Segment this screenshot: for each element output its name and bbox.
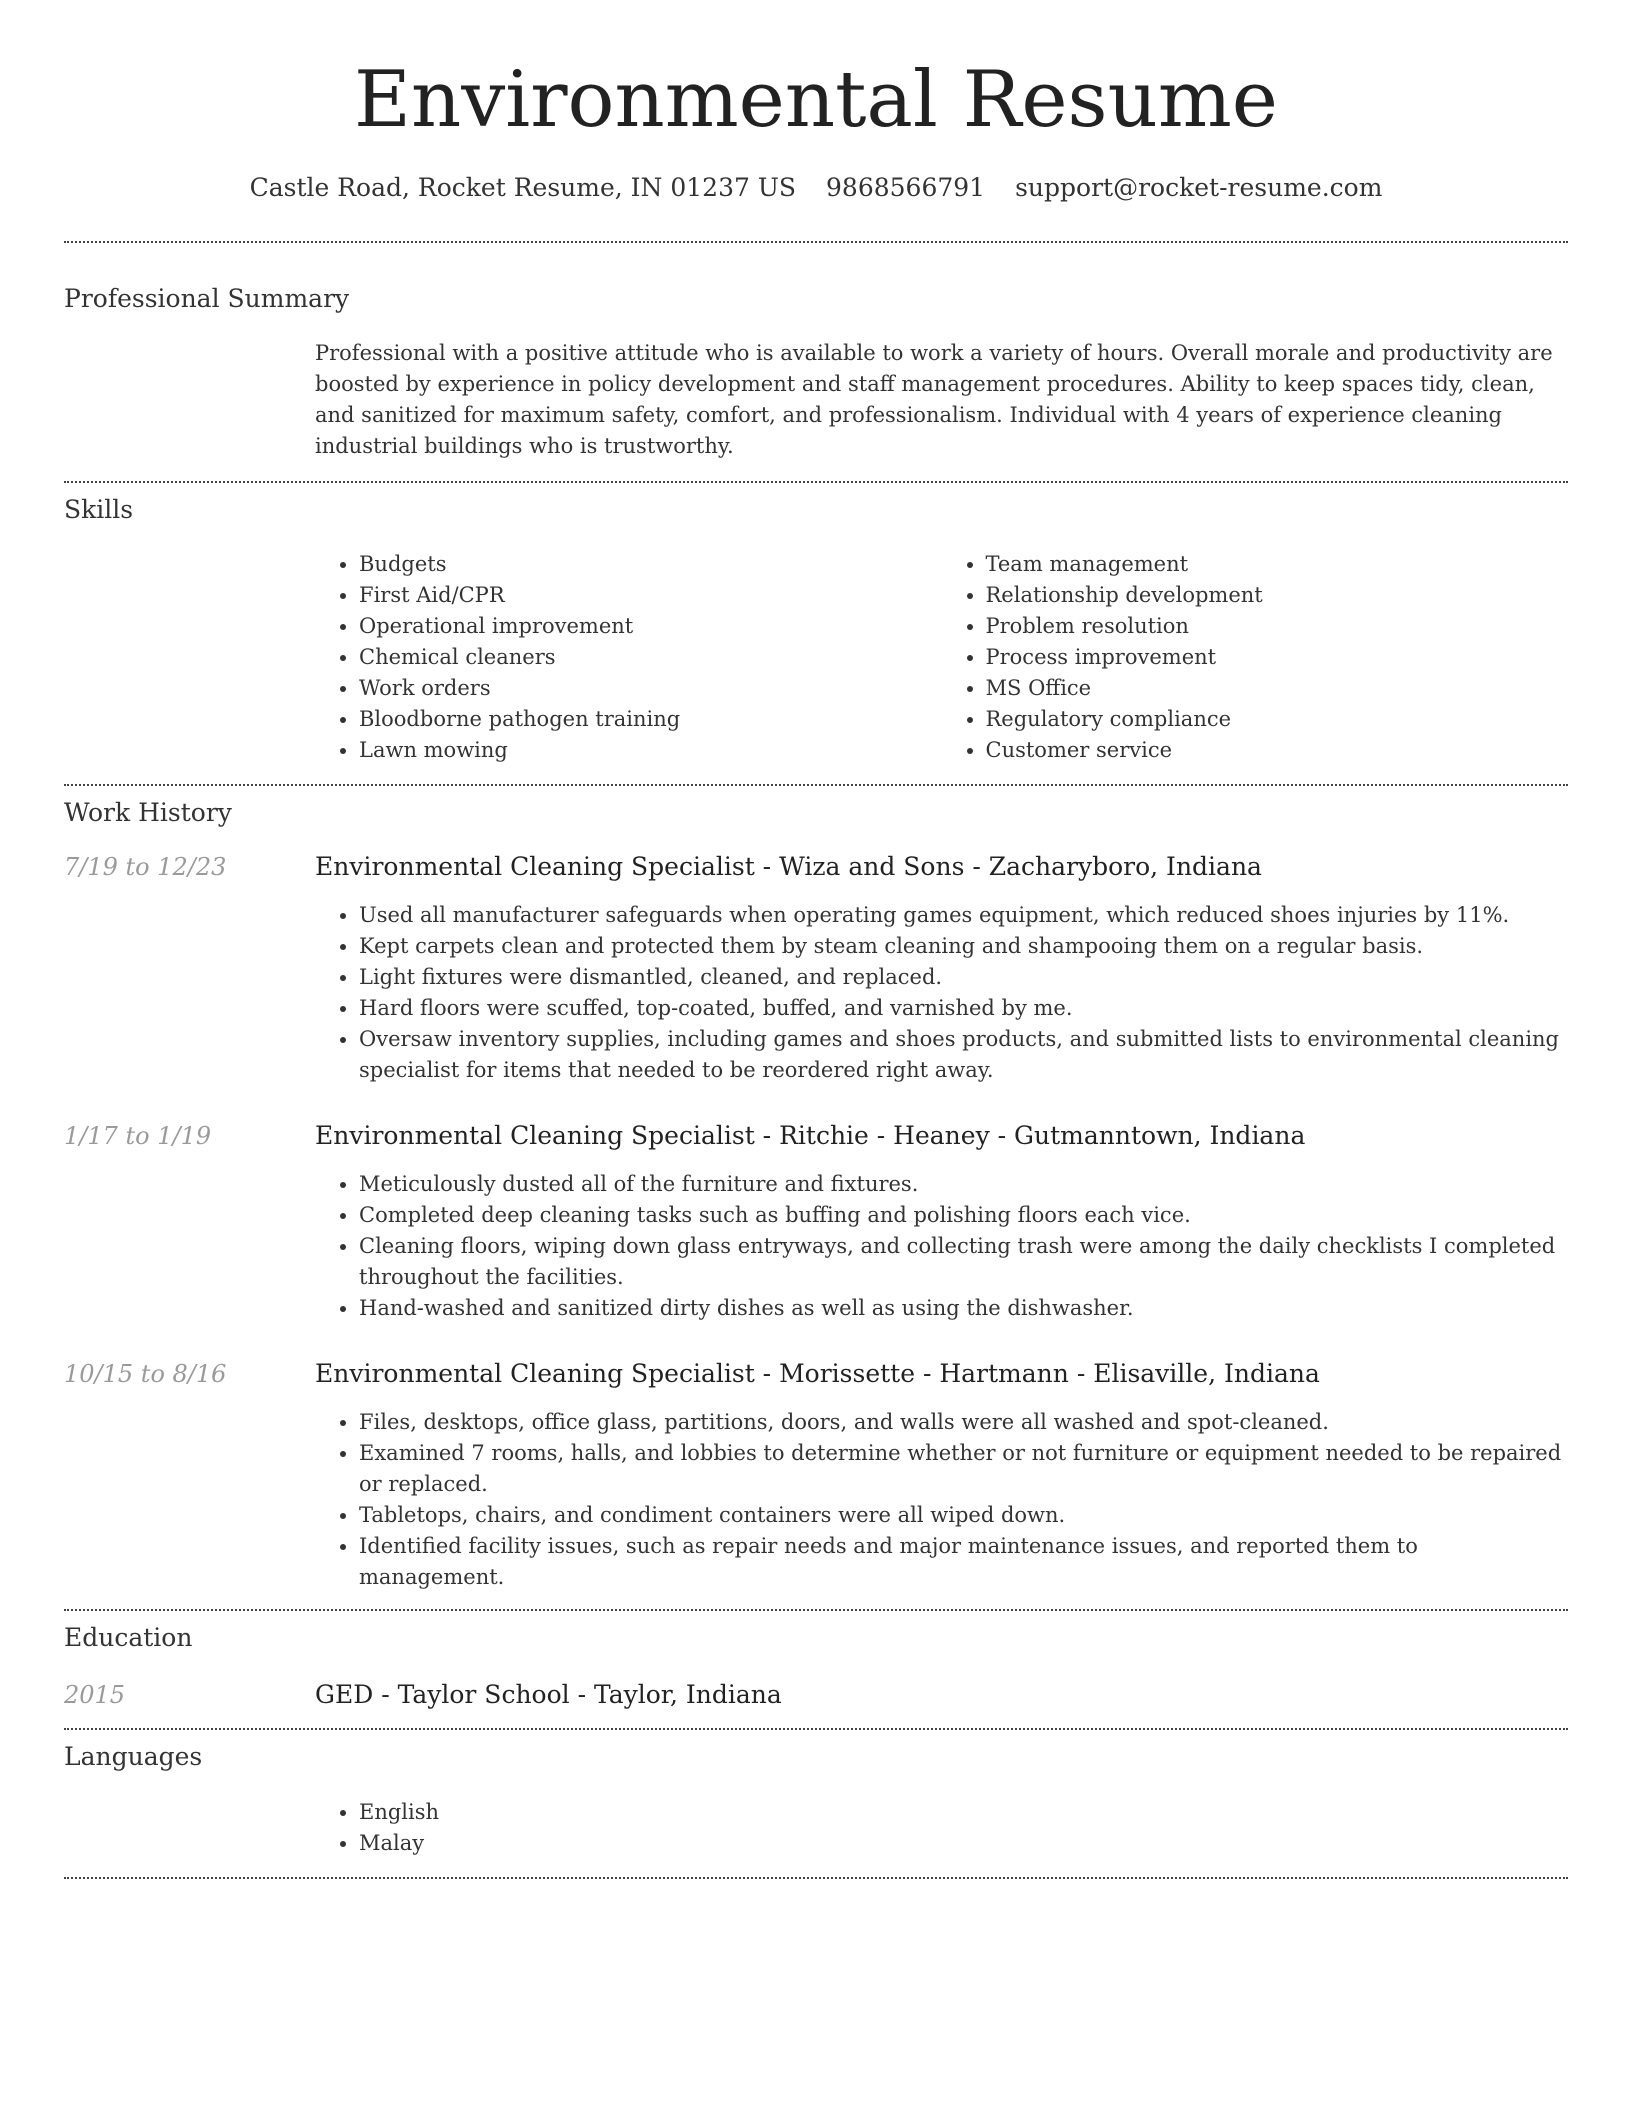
language-item: • Malay [359, 1828, 1568, 1859]
job-heading: Environmental Cleaning Specialist - Ritchie - Heaney - Gutmanntown, Indiana [315, 1121, 1306, 1150]
contact-address: Castle Road, Rocket Resume, IN 01237 US [249, 173, 797, 202]
education-details [315, 1679, 1568, 1711]
job-bullet: • Files, desktops, office glass, partitions, doors, and walls were all washed and spot-cleaned. [359, 1407, 1568, 1438]
section-title-languages: Languages [64, 1742, 203, 1771]
job-dates: 10/15 to 8/16 [64, 1360, 227, 1388]
skill-item: • Budgets [359, 549, 942, 580]
resume-title: Environmental Resume [354, 55, 1278, 145]
job-bullet: • Tabletops, chairs, and condiment containers were all wiped down. [359, 1500, 1568, 1531]
resume-page [64, 0, 1568, 1879]
job-bullet: • Used all manufacturer safeguards when operating games equipment, which reduced shoes injuries by 11%. [359, 900, 1568, 931]
skill-item: • Problem resolution [986, 611, 1569, 642]
job-bullet: • Hard floors were scuffed, top-coated, buffed, and varnished by me. [359, 993, 1568, 1024]
job-dates: 1/17 to 1/19 [64, 1122, 212, 1150]
divider [64, 241, 1568, 243]
skill-item: • Process improvement [986, 642, 1569, 673]
divider [64, 1728, 1568, 1730]
job-bullet: • Oversaw inventory supplies, including games and shoes products, and submitted lists to environmental cleaning specialist for items that needed to be reordered right away. [359, 1024, 1568, 1086]
divider [64, 1877, 1568, 1879]
skills-list [315, 549, 1568, 766]
skill-item: • Team management [986, 549, 1569, 580]
education-entry [64, 1679, 1568, 1711]
job-bullet: • Hand-washed and sanitized dirty dishes as well as using the dishwasher. [359, 1293, 1568, 1324]
section-title-summary: Professional Summary [64, 284, 350, 313]
job-bullets [64, 1169, 1568, 1324]
skill-item: • Chemical cleaners [359, 642, 942, 673]
skill-item: • Operational improvement [359, 611, 942, 642]
job-heading: Environmental Cleaning Specialist - Morissette - Hartmann - Elisaville, Indiana [315, 1359, 1320, 1388]
job-bullets [64, 900, 1568, 1086]
job-bullet: • Meticulously dusted all of the furniture and fixtures. [359, 1169, 1568, 1200]
education-date: 2015 [64, 1681, 126, 1709]
job-bullet: • Kept carpets clean and protected them by steam cleaning and shampooing them on a regular basis. [359, 931, 1568, 962]
job-bullet: • Completed deep cleaning tasks such as buffing and polishing floors each vice. [359, 1200, 1568, 1231]
skill-item: • Regulatory compliance [986, 704, 1569, 735]
job-bullets [64, 1407, 1568, 1593]
divider [64, 481, 1568, 483]
job-bullet: • Light fixtures were dismantled, cleaned, and replaced. [359, 962, 1568, 993]
section-title-work-history: Work History [64, 798, 232, 827]
skills-column-left [315, 549, 942, 766]
education-heading: GED - Taylor School - Taylor, Indiana [315, 1680, 782, 1709]
job-bullet: • Cleaning floors, wiping down glass entryways, and collecting trash were among the daily checklists I completed throughout the facilities. [359, 1231, 1568, 1293]
summary-text: Professional with a positive attitude who is available to work a variety of hours. Overall morale and productivity are boosted by experience in policy development and staff management procedures. Ability to keep spaces tidy, clean, and sanitized for maximum safety, comfort, and professionalism. Individual with 4 years of experience cleaning industrial buildings who is trustworthy. [315, 341, 1553, 458]
skill-item: • First Aid/CPR [359, 580, 942, 611]
contact-line [64, 172, 1568, 204]
job-entry [64, 851, 1568, 883]
divider [64, 1609, 1568, 1611]
skill-item: • Work orders [359, 673, 942, 704]
section-title-skills: Skills [64, 495, 134, 524]
contact-phone: 9868566791 [826, 173, 986, 202]
divider [64, 784, 1568, 786]
job-details [315, 1358, 1568, 1390]
skill-item: • Relationship development [986, 580, 1569, 611]
job-details [315, 851, 1568, 883]
job-entry [64, 1120, 1568, 1152]
job-details [315, 1120, 1568, 1152]
job-dates: 7/19 to 12/23 [64, 853, 227, 881]
skills-column-right [942, 549, 1569, 766]
job-heading: Environmental Cleaning Specialist - Wiza and Sons - Zacharyboro, Indiana [315, 852, 1262, 881]
language-item: • English [359, 1797, 1568, 1828]
contact-email: support@rocket-resume.com [1015, 173, 1383, 202]
section-title-education: Education [64, 1623, 193, 1652]
languages-list [64, 1797, 1568, 1859]
skill-item: • Lawn mowing [359, 735, 942, 766]
skill-item: • Bloodborne pathogen training [359, 704, 942, 735]
skill-item: • MS Office [986, 673, 1569, 704]
job-bullet: • Examined 7 rooms, halls, and lobbies to determine whether or not furniture or equipment needed to be repaired or replaced. [359, 1438, 1568, 1500]
skill-item: • Customer service [986, 735, 1569, 766]
job-entry [64, 1358, 1568, 1390]
job-bullet: • Identified facility issues, such as repair needs and major maintenance issues, and reported them to management. [359, 1531, 1568, 1593]
